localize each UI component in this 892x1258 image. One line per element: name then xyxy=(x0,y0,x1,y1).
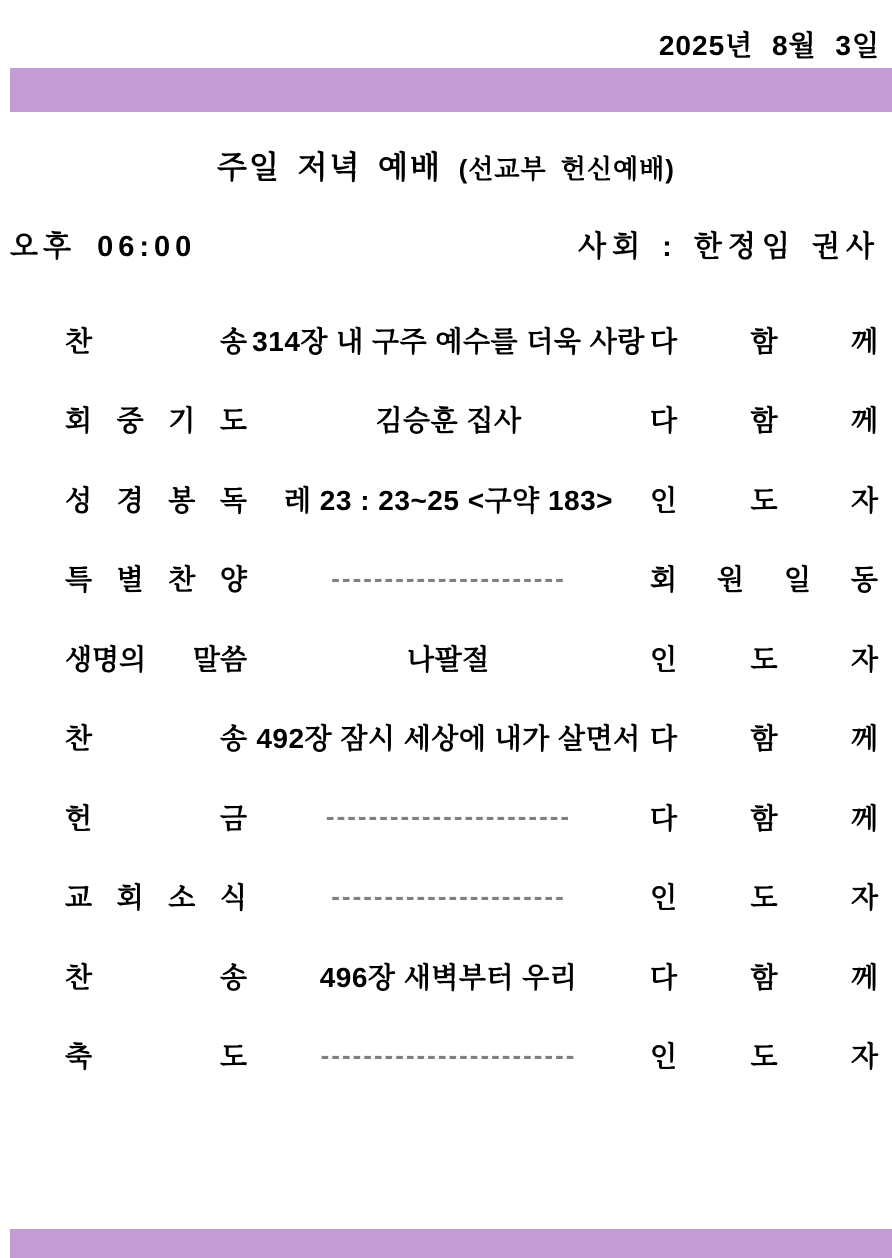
word: 교 xyxy=(65,882,93,914)
program-row xyxy=(0,936,892,1016)
word: 인 xyxy=(650,1041,678,1073)
word: 일 xyxy=(783,564,811,596)
word: 송 xyxy=(219,961,247,993)
program-item-attendee xyxy=(650,638,878,678)
program-item-dashes: ------------------------ xyxy=(320,1039,577,1070)
word: 송 xyxy=(219,723,247,755)
word: 축 xyxy=(65,1041,93,1073)
page-title xyxy=(0,142,892,187)
word: 다 xyxy=(650,723,678,755)
service-info-line xyxy=(10,224,880,265)
word: 자 xyxy=(850,882,878,914)
program-row xyxy=(0,777,892,857)
word: 께 xyxy=(850,723,878,755)
word: 경 xyxy=(116,484,144,516)
program-list xyxy=(0,300,892,1095)
word: 말씀 xyxy=(192,643,247,675)
word: 중 xyxy=(116,405,144,437)
word: 소 xyxy=(168,882,196,914)
program-item-dashes: ---------------------- xyxy=(331,562,566,593)
word: 함 xyxy=(750,961,778,993)
word: 께 xyxy=(850,802,878,834)
word: 양 xyxy=(219,564,247,596)
word: 인 xyxy=(650,484,678,516)
word: 봉 xyxy=(168,484,196,516)
date-text: 2025년 8월 3일 xyxy=(658,30,880,61)
word: 자 xyxy=(850,643,878,675)
word: 기 xyxy=(168,405,196,437)
page-title-sub: (선교부 헌신예배) xyxy=(458,154,675,184)
program-item-label xyxy=(65,1035,247,1075)
word: 께 xyxy=(850,405,878,437)
program-item-dashes: ----------------------- xyxy=(325,801,572,832)
program-item-dashes: ---------------------- xyxy=(331,880,566,911)
program-row xyxy=(0,300,892,380)
word: 인 xyxy=(650,882,678,914)
program-item-attendee xyxy=(650,558,878,598)
word: 성 xyxy=(65,484,93,516)
program-row xyxy=(0,698,892,778)
word: 찬 xyxy=(65,961,93,993)
bottom-accent-bar xyxy=(10,1229,892,1258)
word: 송 xyxy=(219,325,247,357)
program-item-attendee xyxy=(650,1035,878,1075)
word: 자 xyxy=(850,484,878,516)
program-row xyxy=(0,857,892,937)
page-title-main: 주일 저녁 예배 xyxy=(217,150,442,185)
service-time: 오후 06:00 xyxy=(10,231,197,263)
program-item-label xyxy=(65,320,247,360)
program-item-content: 492장 잠시 세상에 내가 살면서 xyxy=(256,723,641,755)
word: 다 xyxy=(650,405,678,437)
word: 함 xyxy=(750,405,778,437)
program-item-label xyxy=(65,479,247,519)
word: 자 xyxy=(850,1041,878,1073)
word: 별 xyxy=(116,564,144,596)
program-row xyxy=(0,618,892,698)
word: 회 xyxy=(65,405,93,437)
program-row xyxy=(0,380,892,460)
word: 인 xyxy=(650,643,678,675)
program-row xyxy=(0,539,892,619)
word: 도 xyxy=(750,882,778,914)
word: 께 xyxy=(850,961,878,993)
service-mc: 사회 : 한정임 권사 xyxy=(578,231,880,263)
word: 함 xyxy=(750,802,778,834)
word: 도 xyxy=(750,484,778,516)
program-item-content: 나팔절 xyxy=(407,643,490,675)
word: 찬 xyxy=(65,723,93,755)
program-item-label xyxy=(65,797,247,837)
word: 생명의 xyxy=(65,643,147,675)
word: 다 xyxy=(650,325,678,357)
program-item-label xyxy=(65,399,247,439)
program-item-content: 314장 내 구주 예수를 더욱 사랑 xyxy=(252,325,645,357)
word: 께 xyxy=(850,325,878,357)
word: 다 xyxy=(650,961,678,993)
program-item-label xyxy=(65,717,247,757)
word: 도 xyxy=(750,643,778,675)
program-item-attendee xyxy=(650,399,878,439)
top-accent-bar xyxy=(10,68,892,112)
program-item-attendee xyxy=(650,320,878,360)
program-item-attendee xyxy=(650,956,878,996)
program-item-content: 496장 새벽부터 우리 xyxy=(319,961,578,993)
program-item-label xyxy=(65,558,247,598)
word: 도 xyxy=(219,1041,247,1073)
program-item-content: 김승훈 집사 xyxy=(375,405,522,437)
word: 함 xyxy=(750,723,778,755)
word: 식 xyxy=(219,882,247,914)
word: 도 xyxy=(219,405,247,437)
word: 찬 xyxy=(168,564,196,596)
program-item-label xyxy=(65,956,247,996)
word: 회 xyxy=(116,882,144,914)
program-item-attendee xyxy=(650,479,878,519)
program-item-attendee xyxy=(650,717,878,757)
word: 회 xyxy=(650,564,678,596)
program-item-content: 레 23 : 23~25 <구약 183> xyxy=(283,484,614,516)
program-item-attendee xyxy=(650,797,878,837)
word: 헌 xyxy=(65,802,93,834)
word: 독 xyxy=(219,484,247,516)
word: 동 xyxy=(850,564,878,596)
word: 다 xyxy=(650,802,678,834)
word: 함 xyxy=(750,325,778,357)
word: 도 xyxy=(750,1041,778,1073)
word: 원 xyxy=(716,564,745,596)
program-row xyxy=(0,459,892,539)
program-row xyxy=(0,1016,892,1096)
word: 특 xyxy=(65,564,93,596)
program-item-attendee xyxy=(650,876,878,916)
program-item-label xyxy=(65,876,247,916)
word: 금 xyxy=(219,802,247,834)
program-item-label xyxy=(65,638,247,678)
word: 찬 xyxy=(65,325,93,357)
